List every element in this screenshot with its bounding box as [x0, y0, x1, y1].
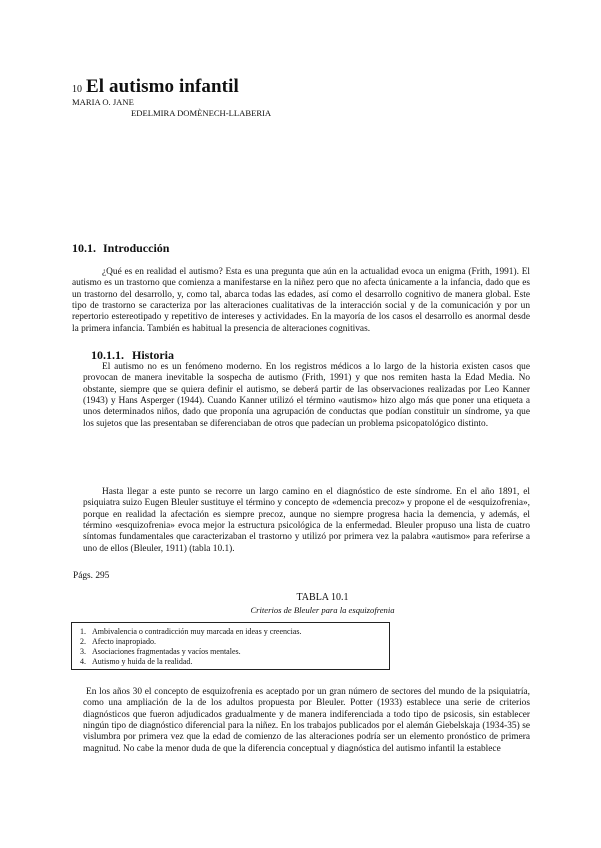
author-name: MARIA O. JANE — [72, 97, 134, 107]
list-item-number: 4. — [80, 657, 86, 666]
list-item-text: Afecto inapropiado. — [92, 637, 156, 646]
list-item — [80, 637, 301, 647]
table-title: TABLA 10.1 — [296, 592, 349, 603]
chapter-number: 10 — [72, 84, 82, 95]
history-paragraph-1: El autismo no es un fenómeno moderno. En los registros médicos a lo largo de la historia existen casos que provocan de manera inevitable la sospecha de autismo (Frith, 1991) y que nos remiten hasta la Edad Media. No obstante, siempre que se quiera definir el autismo, se deberá partir de las observaciones realizadas por Leo Kanner (1943) y Hans Asperger (1944). Cuando Kanner utilizó el término «autismo» hizo algo más que poner una etiqueta a unos determinados niños, dado que proponía una agrupación de conductas que podían constituir un síndrome, ya que los sujetos que las presentaban se diferenciaban de otros que padecían un problema psicopatológico distinto. — [83, 362, 530, 429]
table-subtitle: Criterios de Bleuler para la esquizofrenia — [250, 605, 395, 615]
list-item — [80, 627, 301, 637]
subsection-heading-historia: 10.1.1. Historia — [91, 348, 174, 362]
intro-paragraph: ¿Qué es en realidad el autismo? Esta es una pregunta que aún en la actualidad evoca un enigma (Frith, 1991). El autismo es un trastorno que comienza a manifestarse en la niñez pero que no afecta únicamente a la infancia, dado que es un trastorno del desarrollo, y, como tal, abarca todas las edades, así como el desarrollo cognitivo de manera global. Este tipo de trastorno se caracteriza por las alteraciones cualitativas de la interacción social y de la comunicación y por un repertorio estereotipado y repetitivo de intereses y actividades. En la mayoría de los casos el desarrollo es anormal desde la primera infancia. También es habitual la presencia de alteraciones cognitivas. — [72, 267, 530, 334]
list-item-number: 2. — [80, 637, 86, 646]
closing-paragraph: En los años 30 el concepto de esquizofrenia es aceptado por un gran número de sectores del mundo de la psiquiatría, como una ampliación de la de los adultos propuesta por Bleuler. Potter (1933) establece una serie de criterios diagnósticos que fueron adjudicados gradualmente y de manera indiferenciada a todo tipo de psicosis, sin establecer ningún tipo de diagnóstico diferencial para la niñez. En los trabajos publicados por el alemán Giebelskaja (1934-35) se vislumbra por primera vez que la edad de comienzo de las alteraciones podría ser un elemento pronóstico de primera magnitud. No cabe la menor duda de que la diferencia conceptual y diagnóstica del autismo infantil la establece — [83, 687, 530, 754]
chapter-title: El autismo infantil — [86, 76, 239, 97]
criteria-list — [80, 627, 301, 667]
list-item-number: 1. — [80, 627, 86, 636]
list-item — [80, 647, 301, 657]
section-heading-introduccion: 10.1. Introducción — [72, 241, 170, 255]
list-item — [80, 657, 301, 667]
chapter-heading — [72, 76, 239, 98]
list-item-number: 3. — [80, 647, 86, 656]
page-reference: Págs. 295 — [73, 571, 110, 581]
list-item-text: Ambivalencia o contradicción muy marcada en ideas y creencias. — [92, 627, 302, 636]
history-paragraph-2: Hasta llegar a este punto se recorre un largo camino en el diagnóstico de este síndrome. En el año 1891, el psiquiatra suizo Eugen Bleuler sustituye el término y concepto de «demencia precoz» y propone el de «esquizofrenia», porque en realidad la afectación es siempre precoz, aunque no siempre progresa hacia la demencia, y además, el término «esquizofrenia» evoca mejor la estructura psicológica de la enfermedad. Bleuler propuso una lista de cuatro síntomas fundamentales que caracterizaban el trastorno y utilizó por primera vez la palabra «autismo» para referirse a uno de ellos (Bleuler, 1911) (tabla 10.1). — [83, 487, 530, 554]
list-item-text: Autismo y huida de la realidad. — [92, 657, 193, 666]
author-name: EDELMIRA DOMÈNECH-LLABERIA — [131, 108, 272, 118]
list-item-text: Asociaciones fragmentadas y vacíos mentales. — [92, 647, 241, 656]
criteria-table — [71, 622, 390, 670]
